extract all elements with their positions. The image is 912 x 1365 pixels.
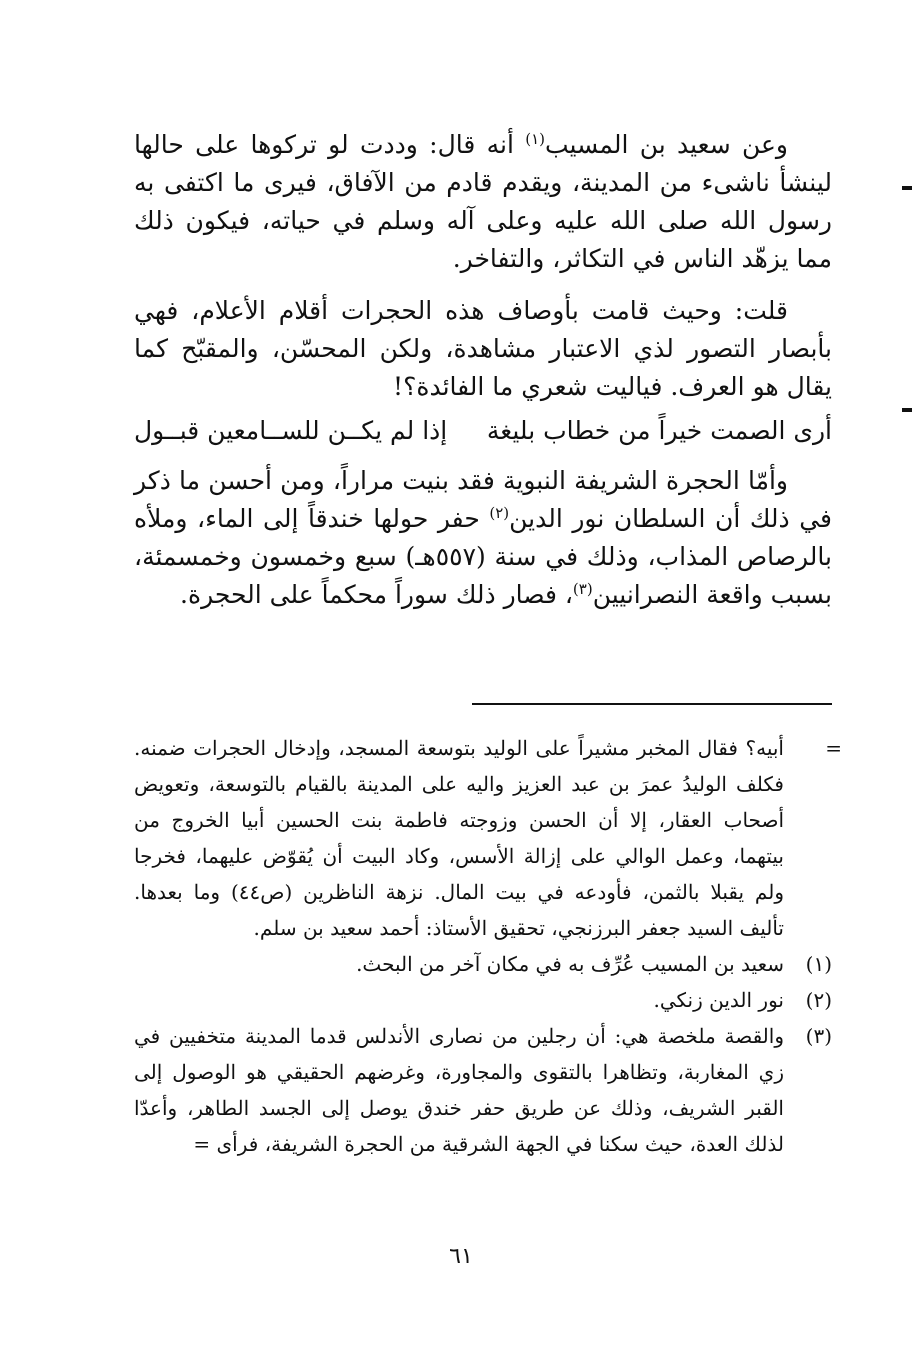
paragraph-3-middle: حفر حولها خندقاً إلى الماء، وملأه بالرصاص المذاب، وذلك في سنة (٥٥٧هـ) سبع وخمسون وخمسمئة، بسبب واقعة النصرانيين: [134, 504, 832, 609]
footnote-ref-3[interactable]: (٣): [572, 580, 593, 598]
paragraph-2: قلت: وحيث قامت بأوصاف هذه الحجرات أقلام الأعلام، فهي بأبصار التصور لذي الاعتبار مشاهدة، ولكن المحسّن، والمقبّح كما يقال هو العرف. فياليت شعري ما الفائدة؟!: [134, 296, 832, 401]
paragraph-3-start: وأمّا الحجرة الشريفة النبوية فقد بنيت مراراً، ومن أحسن ما ذكر في ذلك أن السلطان نور الدين: [134, 466, 832, 533]
continuation-marker: =: [825, 736, 842, 760]
footnote-continued: [134, 730, 842, 946]
poem-verse: [134, 412, 832, 452]
footnote-ref-1[interactable]: (١): [525, 130, 545, 148]
footnote-1-marker: (١): [805, 952, 832, 976]
footnote-ref-2[interactable]: (٢): [489, 504, 510, 522]
paragraph-3: [134, 462, 832, 614]
poem-first-hemistich: أرى الصمت خيراً من خطاب بليغة: [486, 416, 832, 445]
poem-second-hemistich: إذا لم يكــن للســامعين قبــول: [134, 416, 448, 445]
paragraph-3-end: ، فصار ذلك سوراً محكماً على الحجرة.: [180, 580, 573, 609]
page-number: ٦١: [449, 1244, 473, 1269]
paragraph-1-start: وعن سعيد بن المسيب: [545, 130, 788, 159]
footnotes: [134, 730, 842, 1162]
footnote-3-text: والقصة ملخصة هي: أن رجلين من نصارى الأندلس قدما المدينة متخفيين في زي المغاربة، وتظاهرا بالتقوى والمجاورة، وغرضهم الحقيقي هو الوصول إلى القبر الشريف، وذلك عن طريق حفر خندق يوصل إلى الجسد الطاهر، وأعدّا لذلك العدة، حيث سكنا في الجهة الشرقية من الحجرة الشريفة، فرأى =: [134, 1024, 784, 1156]
paragraph-1: [134, 126, 832, 278]
footnote-continued-text: أبيه؟ فقال المخبر مشيراً على الوليد بتوسعة المسجد، وإدخال الحجرات ضمنه. فكلف الوليدُ عمرَ بن عبد العزيز واليه على المدينة بالقيام بالتوسعة، وتعويض أصحاب العقار، إلا أن الحسن وزوجته فاطمة بنت الحسين أبيا الخروج من بيتهما، وعمل الوالي على إزالة الأسس، وكاد البيت أن يُقوّض عليهما، فخرجا ولم يقبلا بالثمن، فأودعه في بيت المال. نزهة الناظرين (ص٤٤) وما بعدها. تأليف السيد جعفر البرزنجي، تحقيق الأستاذ: أحمد سعيد بن سلم.: [134, 736, 784, 940]
edge-tick-mark: [902, 408, 912, 412]
footnote-1: [134, 946, 832, 982]
footnote-3: [134, 1018, 832, 1162]
paragraph-1-rest: أنه قال: وددت لو تركوها على حالها لينشأ ناشىء من المدينة، ويقدم قادم من الآفاق، فيرى ما اكتفى به رسول الله صلى الله عليه وعلى آله وسلم في حياته، فيكون ذلك مما يزهّد الناس في التكاثر، والتفاخر.: [134, 130, 832, 273]
footnote-2-marker: (٢): [805, 988, 832, 1012]
edge-tick-mark: [902, 186, 912, 190]
main-text: [134, 126, 832, 614]
footnote-separator: [472, 703, 832, 705]
footnote-3-marker: (٣): [805, 1024, 832, 1048]
footnote-1-text: سعيد بن المسيب عُرِّف به في مكان آخر من البحث.: [356, 952, 784, 976]
footnote-2: [134, 982, 832, 1018]
footnote-2-text: نور الدين زنكي.: [653, 988, 784, 1012]
